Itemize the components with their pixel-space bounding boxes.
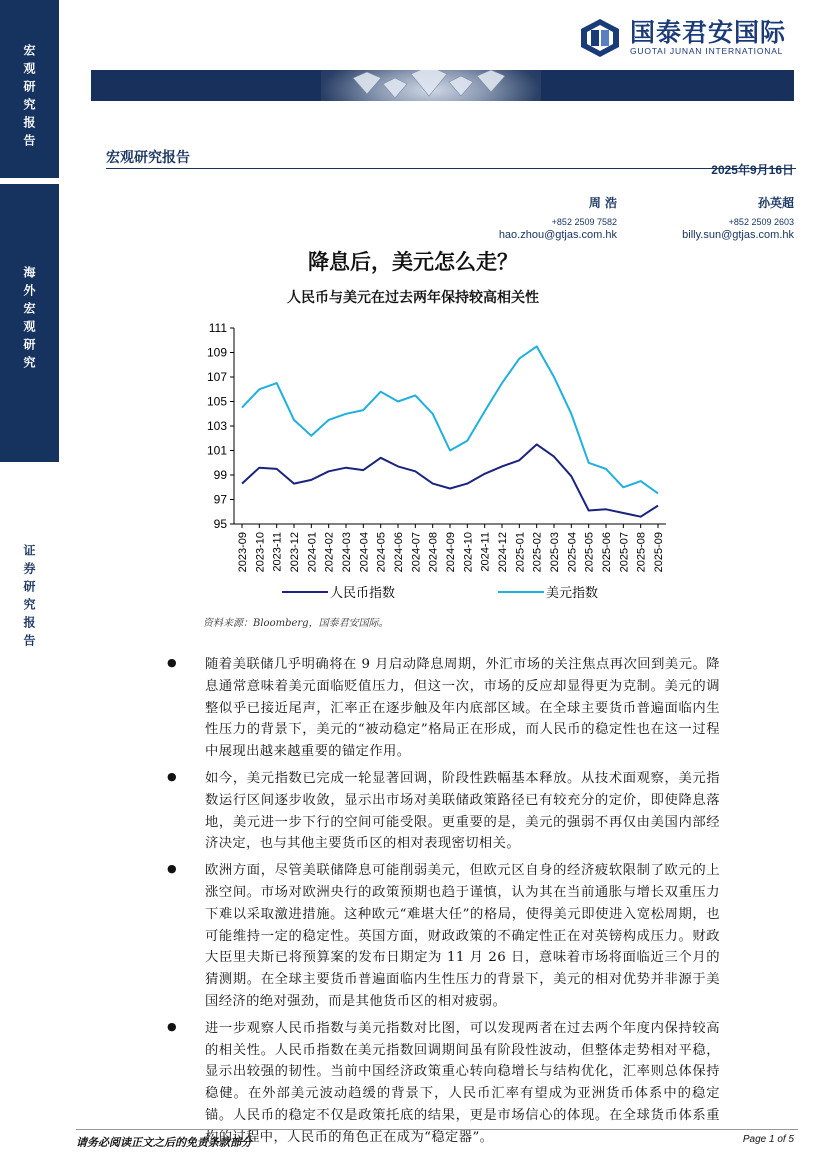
y-tick-label: 107	[206, 370, 227, 384]
company-logo	[578, 18, 786, 58]
sidebar-section-macro	[0, 0, 59, 178]
legend-label: 人民币指数	[330, 586, 396, 601]
chart-title: 人民币与美元在过去两年保持较高相关性	[287, 290, 539, 306]
bullet-icon: ●	[167, 769, 177, 783]
x-tick-label: 2024-10	[462, 532, 475, 573]
author-phone: +852 2509 7582	[551, 217, 617, 227]
header-divider	[106, 168, 796, 169]
x-tick-label: 2024-07	[410, 532, 423, 573]
y-tick-label: 103	[206, 419, 227, 433]
report-type: 宏观研究报告	[106, 150, 190, 166]
x-tick-label: 2025-01	[514, 532, 527, 573]
x-tick-label: 2023-11	[271, 532, 284, 572]
sidebar-label: 证券研究报告	[22, 544, 36, 652]
page-number: Page 1 of 5	[742, 1134, 794, 1145]
x-tick-label: 2024-09	[445, 532, 457, 573]
y-tick-label: 97	[213, 492, 227, 507]
list-item	[167, 768, 720, 855]
y-tick-label: 105	[206, 394, 227, 409]
footer-divider	[76, 1129, 798, 1130]
x-tick-label: 2023-10	[254, 532, 267, 573]
sidebar-section-securities	[0, 468, 59, 1169]
x-tick-label: 2024-12	[497, 532, 509, 573]
x-tick-label: 2023-12	[289, 532, 301, 573]
x-tick-label: 2025-02	[531, 532, 544, 573]
bullet-text: 进一步观察人民币指数与美元指数对比图，可以发现两者在过去两个年度内保持较高的相关性。人民币指数在美元指数回调期间虽有阶段性波动，但整体走势相对平稳，显示出较强的韧性。当前中国经济政策重心转向稳增长与结构优化，汇率则总体保持稳健。在外部美元波动趋缓的背景下，人民币汇率有望成为亚洲货币体系中的稳定锚。人民币的稳定不仅是政策托底的结果，更是市场信心的体现。在全球货币体系重构的过程中，人民币的角色正在成为“稳定器”。	[205, 1020, 720, 1145]
x-tick-label: 2023-09	[237, 532, 249, 573]
bullet-list	[167, 654, 720, 1154]
author-phone: +852 2509 2603	[728, 217, 794, 227]
header-banner	[91, 70, 794, 101]
list-item	[167, 860, 720, 1013]
bullet-text: 如今，美元指数已完成一轮显著回调，阶段性跌幅基本释放。从技术面观察，美元指数运行区间逐步收敛，显示出市场对美联储政策路径已有较充分的定价，即使降息落地，美元进一步下行的空间可能受限。更重要的是，美元的强弱不再仅由美国内部经济决定，也与其他主要货币区的相对表现密切相关。	[205, 770, 720, 852]
series-line-1	[242, 444, 658, 516]
author-email[interactable]: billy.sun@gtjas.com.hk	[682, 229, 794, 241]
y-tick-label: 95	[213, 517, 227, 531]
report-date: 2025年9月16日	[711, 163, 794, 177]
x-tick-label: 2024-11	[479, 532, 492, 572]
chart-source: 资料来源：Bloomberg，国泰君安国际。	[203, 618, 389, 629]
footer-disclaimer[interactable]: 请务必阅读正文之后的免责条款部分	[76, 1136, 252, 1149]
left-sidebar	[0, 0, 59, 1169]
author-name: 孙英超	[757, 196, 794, 210]
bullet-icon: ●	[167, 862, 177, 876]
sidebar-label: 海外宏观研究	[22, 266, 36, 374]
logo-mark-icon	[578, 18, 622, 58]
x-tick-label: 2024-01	[306, 532, 319, 573]
x-tick-label: 2024-05	[375, 532, 388, 573]
y-tick-label: 111	[208, 321, 227, 335]
y-tick-label: 101	[206, 443, 227, 458]
logo-text-en: GUOTAI JUNAN INTERNATIONAL	[630, 46, 784, 56]
author-name: 周 浩	[588, 196, 617, 210]
x-tick-label: 2024-03	[341, 532, 353, 573]
bullet-icon: ●	[167, 1019, 177, 1033]
author-email[interactable]: hao.zhou@gtjas.com.hk	[498, 229, 617, 241]
x-tick-label: 2024-06	[393, 532, 405, 573]
author-block	[634, 194, 794, 241]
x-tick-label: 2025-06	[601, 532, 613, 573]
x-tick-label: 2025-04	[566, 532, 579, 573]
bullet-text: 欧洲方面，尽管美联储降息可能削弱美元，但欧元区自身的经济疲软限制了欧元的上涨空间。市场对欧洲央行的政策预期也趋于谨慎，认为其在当前通胀与增长双重压力下难以采取激进措施。这种欧元“难堪大任”的格局，使得美元即使进入宽松周期，也可能维持一定的稳定性。英国方面，财政政策的不确定性正在对英镑构成压力。财政大臣里夫斯已将预算案的发布日期定为 11 月 26 日，意味着市场将面临近三个月的猜测期。在全球主要货币普遍面临内生性压力的背景下，美元的相对优势并非源于美国经济的绝对强劲，而是其他货币区的相对疲弱。	[205, 863, 720, 1009]
x-tick-label: 2025-05	[583, 532, 596, 573]
diamonds-icon	[91, 70, 794, 101]
x-tick-label: 2024-02	[323, 532, 336, 573]
page-title: 降息后，美元怎么走？	[308, 249, 518, 274]
bullet-icon: ●	[167, 656, 177, 669]
logo-text-cn: 国泰君安国际	[630, 18, 787, 47]
series-line-2	[242, 346, 658, 493]
x-tick-label: 2024-08	[427, 532, 440, 573]
legend-label: 美元指数	[546, 586, 599, 601]
x-tick-label: 2025-08	[635, 532, 648, 573]
sidebar-label: 宏观研究报告	[22, 44, 36, 152]
line-chart	[200, 318, 680, 608]
bullet-text: 随着美联储几乎明确将在 9 月启动降息周期，外汇市场的关注焦点再次回到美元。降息通常意味着美元面临贬值压力，但这一次，市场的反应却显得更为克制。美元的调整似乎已接近尾声，汇率正在逐步触及年内底部区域。在全球主要货币普遍面临内生性压力的背景下，美元的“被动稳定”格局正在形成，而人民币的稳定性也在这一过程中展现出越来越重要的锚定作用。	[205, 657, 720, 760]
y-tick-label: 109	[206, 345, 227, 360]
sidebar-section-overseas	[0, 184, 59, 462]
x-tick-label: 2025-07	[618, 532, 631, 573]
x-tick-label: 2025-09	[653, 532, 665, 573]
y-tick-label: 99	[213, 468, 227, 482]
list-item	[167, 654, 720, 763]
x-tick-label: 2024-04	[358, 532, 371, 573]
x-tick-label: 2025-03	[549, 532, 561, 573]
author-block	[457, 194, 617, 241]
